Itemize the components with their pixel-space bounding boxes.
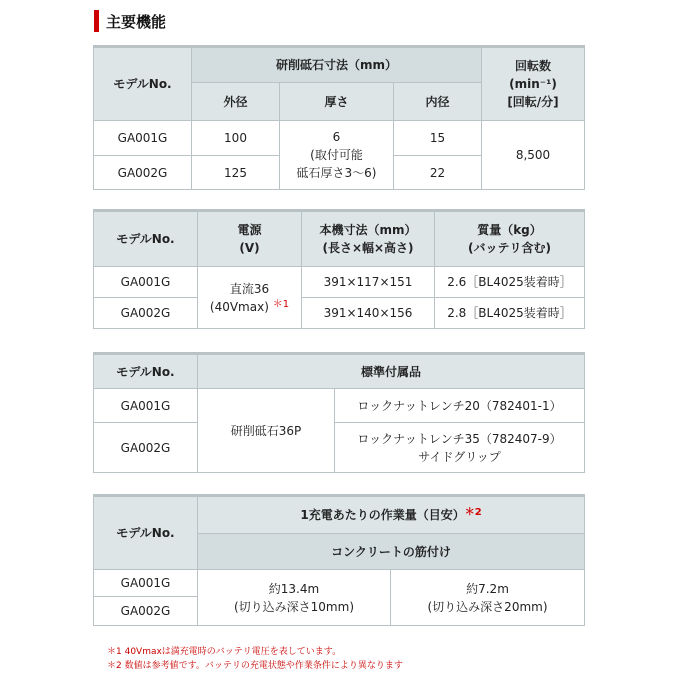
- weight-cell: 2.8［BL4025装着時］: [435, 298, 585, 329]
- rpm-value: 8,500: [482, 121, 585, 190]
- model-header: モデルNo.: [94, 211, 198, 267]
- power-value-cell: [198, 267, 302, 329]
- work-capacity-title: 1充電あたりの作業量（目安）: [300, 508, 465, 522]
- outer-diameter-cell: 100: [192, 121, 280, 156]
- model-cell: GA002G: [94, 423, 198, 473]
- thickness-note-1: (取付可能: [310, 148, 363, 162]
- inner-diameter-cell: 22: [394, 156, 482, 190]
- dimensions-cell: 391×140×156: [302, 298, 435, 329]
- power-value-line1: 直流36: [229, 281, 270, 296]
- thickness-cell: [280, 121, 394, 190]
- work-condition: (切り込み深さ20mm): [427, 599, 548, 614]
- model-cell: GA001G: [94, 267, 198, 298]
- work-value: 約13.4m: [268, 581, 320, 596]
- dimensions-header: [302, 211, 435, 267]
- model-cell: GA002G: [94, 597, 198, 626]
- model-cell: GA001G: [94, 121, 192, 156]
- rpm-header-unit: (min⁻¹): [509, 77, 557, 91]
- power-value-line2: (40Vmax): [209, 299, 269, 314]
- footnote-marker-2: ＊2: [464, 507, 482, 518]
- accessories-header: 標準付属品: [198, 354, 585, 389]
- power-value-line2-wrap: [198, 298, 301, 316]
- wheel-size-header: 研削砥石寸法（mm）: [192, 47, 482, 83]
- work-condition: (切り込み深さ10mm): [233, 599, 354, 614]
- model-header: モデルNo.: [94, 47, 192, 121]
- model-cell: GA001G: [94, 570, 198, 597]
- outer-diameter-cell: 125: [192, 156, 280, 190]
- section-heading: [94, 10, 166, 32]
- inner-diameter-cell: 15: [394, 121, 482, 156]
- power-header-line1: 電源: [237, 223, 262, 237]
- heading-accent-bar: [94, 10, 99, 32]
- thickness-value: 6: [332, 130, 341, 144]
- rpm-header-line2: [回転/分]: [507, 95, 559, 109]
- rpm-header-line1: 回転数: [514, 59, 551, 73]
- model-cell: GA001G: [94, 389, 198, 423]
- accessory-cell: ロックナットレンチ20（782401-1）: [335, 389, 585, 423]
- section-title: 主要機能: [106, 12, 167, 31]
- wheel-spec-table: [93, 45, 585, 190]
- weight-cell: 2.6［BL4025装着時］: [435, 267, 585, 298]
- dimensions-header-line2: (長さ×幅×高さ): [322, 241, 414, 255]
- outer-diameter-header: 外径: [192, 83, 280, 121]
- accessories-table: [93, 352, 585, 473]
- weight-header-line1: 質量（kg）: [477, 223, 542, 237]
- work-value: 約7.2m: [466, 581, 509, 596]
- common-accessory-cell: 研削砥石36P: [198, 389, 335, 473]
- footnote-1: ＊1 40Vmaxは満充電時のバッテリ電圧を表しています。: [107, 647, 342, 657]
- weight-header: [435, 211, 585, 267]
- concrete-grooving-header: コンクリートの筋付け: [198, 534, 585, 570]
- thickness-header: 厚さ: [280, 83, 394, 121]
- power-dimension-table: [93, 209, 585, 329]
- footnotes: [107, 645, 403, 673]
- power-header: [198, 211, 302, 267]
- work-value-cell: [391, 570, 585, 626]
- inner-diameter-header: 内径: [394, 83, 482, 121]
- weight-header-line2: (バッテリ含む): [468, 241, 551, 255]
- thickness-note-2: 砥石厚さ3〜6): [296, 166, 377, 180]
- accessory-item: ロックナットレンチ35（782407-9）: [357, 431, 562, 446]
- accessory-cell: [335, 423, 585, 473]
- work-value-cell: [198, 570, 391, 626]
- rpm-header: [482, 47, 585, 121]
- dimensions-cell: 391×117×151: [302, 267, 435, 298]
- accessory-item: サイドグリップ: [418, 449, 501, 464]
- footnote-marker-1: ＊1: [272, 298, 290, 310]
- power-header-line2: (V): [239, 241, 260, 255]
- model-header: モデルNo.: [94, 354, 198, 389]
- model-cell: GA002G: [94, 156, 192, 190]
- dimensions-header-line1: 本機寸法（mm）: [319, 223, 417, 237]
- work-capacity-header: [198, 496, 585, 534]
- model-header: モデルNo.: [94, 496, 198, 570]
- model-cell: GA002G: [94, 298, 198, 329]
- work-capacity-table: [93, 494, 585, 626]
- footnote-2: ＊2 数値は参考値です。バッテリの充電状態や作業条件により異なります: [107, 661, 403, 671]
